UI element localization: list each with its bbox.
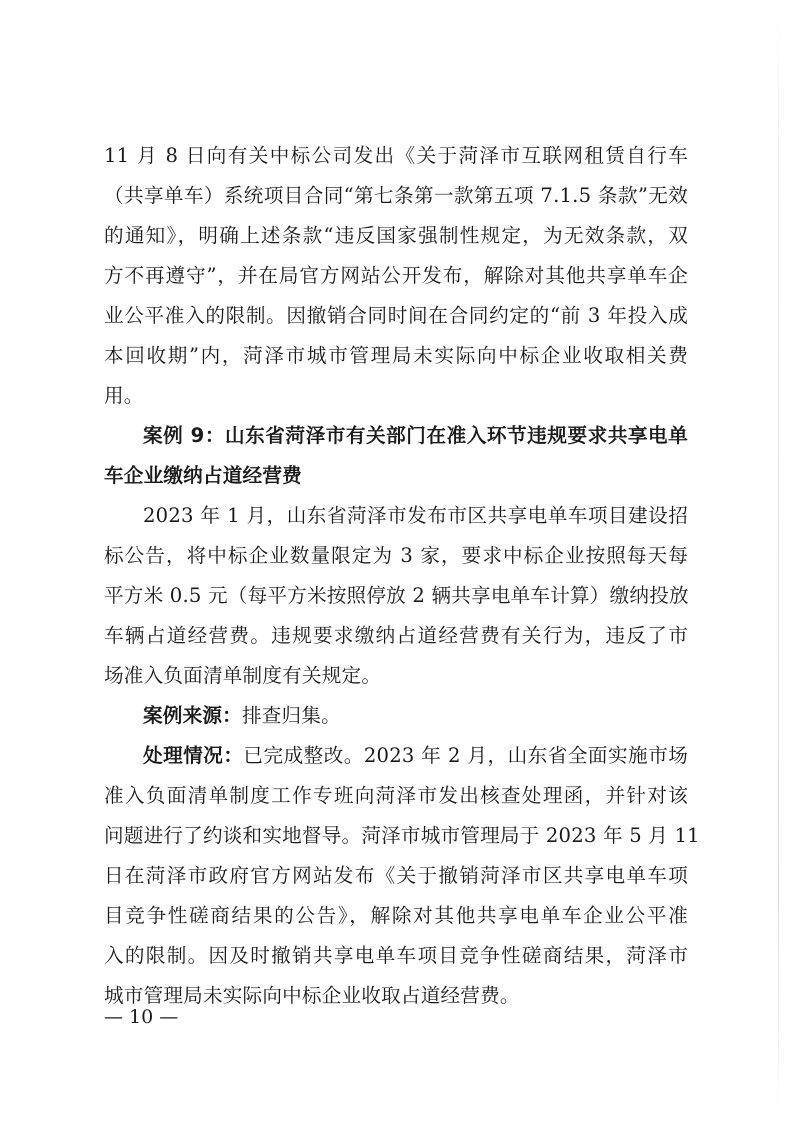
paragraph-line: 用。 [104,384,144,407]
paragraph-line: 入的限制。因及时撤销共享电单车项目竞争性磋商结果，菏泽市 [104,944,688,967]
handling-text: 已完成整改。2023 年 2 月，山东省全面实施市场 [243,744,689,767]
paragraph-line: 2023 年 1 月，山东省菏泽市发布市区共享电单车项目建设招 [143,504,688,527]
paragraph-line: 11 月 8 日向有关中标公司发出《关于菏泽市互联网租赁自行车 [104,144,688,167]
case-heading: 案例 9：山东省菏泽市有关部门在准入环节违规要求共享电单 [143,424,688,447]
paragraph-line: 问题进行了约谈和实地督导。菏泽市城市管理局于 2023 年 5 月 11 [104,824,700,847]
paragraph-line: （共享单车）系统项目合同“第七条第一款第五项 7.1.5 条款”无效 [104,184,688,207]
handling-first-line [143,736,688,776]
paragraph-line: 方不再遵守”，并在局官方网站公开发布，解除对其他共享单车企 [104,264,688,287]
paragraph-line: 目竞争性磋商结果的公告》，解除对其他共享电单车企业公平准 [104,904,688,927]
case-source-text: 排查归集。 [241,704,341,727]
paragraph-line: 标公告，将中标企业数量限定为 3 家，要求中标企业按照每天每 [104,544,688,567]
case-heading: 车企业缴纳占道经营费 [104,464,302,487]
paragraph-line: 业公平准入的限制。因撤销合同时间在合同约定的“前 3 年投入成 [104,304,688,327]
paragraph-line: 平方米 0.5 元（每平方米按照停放 2 辆共享电单车计算）缴纳投放 [104,584,689,607]
paragraph-line: 日在菏泽市政府官方网站发布《关于撤销菏泽市区共享电单车项 [104,864,688,887]
case-source [143,696,688,736]
paragraph-line: 场准入负面清单制度有关规定。 [104,664,382,687]
paragraph-line: 准入负面清单制度工作专班向菏泽市发出核查处理函，并针对该 [104,784,688,807]
scan-edge [778,0,779,1122]
paragraph-line: 城市管理局未实际向中标企业收取占道经营费。 [104,984,520,1007]
case-source-label: 案例来源： [143,704,242,727]
page-number: — 10 — [104,1006,179,1028]
paragraph-line: 的通知》，明确上述条款“违反国家强制性规定，为无效条款，双 [104,224,688,247]
handling-label: 处理情况： [143,744,244,767]
paragraph-line: 本回收期”内，菏泽市城市管理局未实际向中标企业收取相关费 [104,344,688,367]
paragraph-line: 车辆占道经营费。违规要求缴纳占道经营费有关行为，违反了市 [104,624,688,647]
